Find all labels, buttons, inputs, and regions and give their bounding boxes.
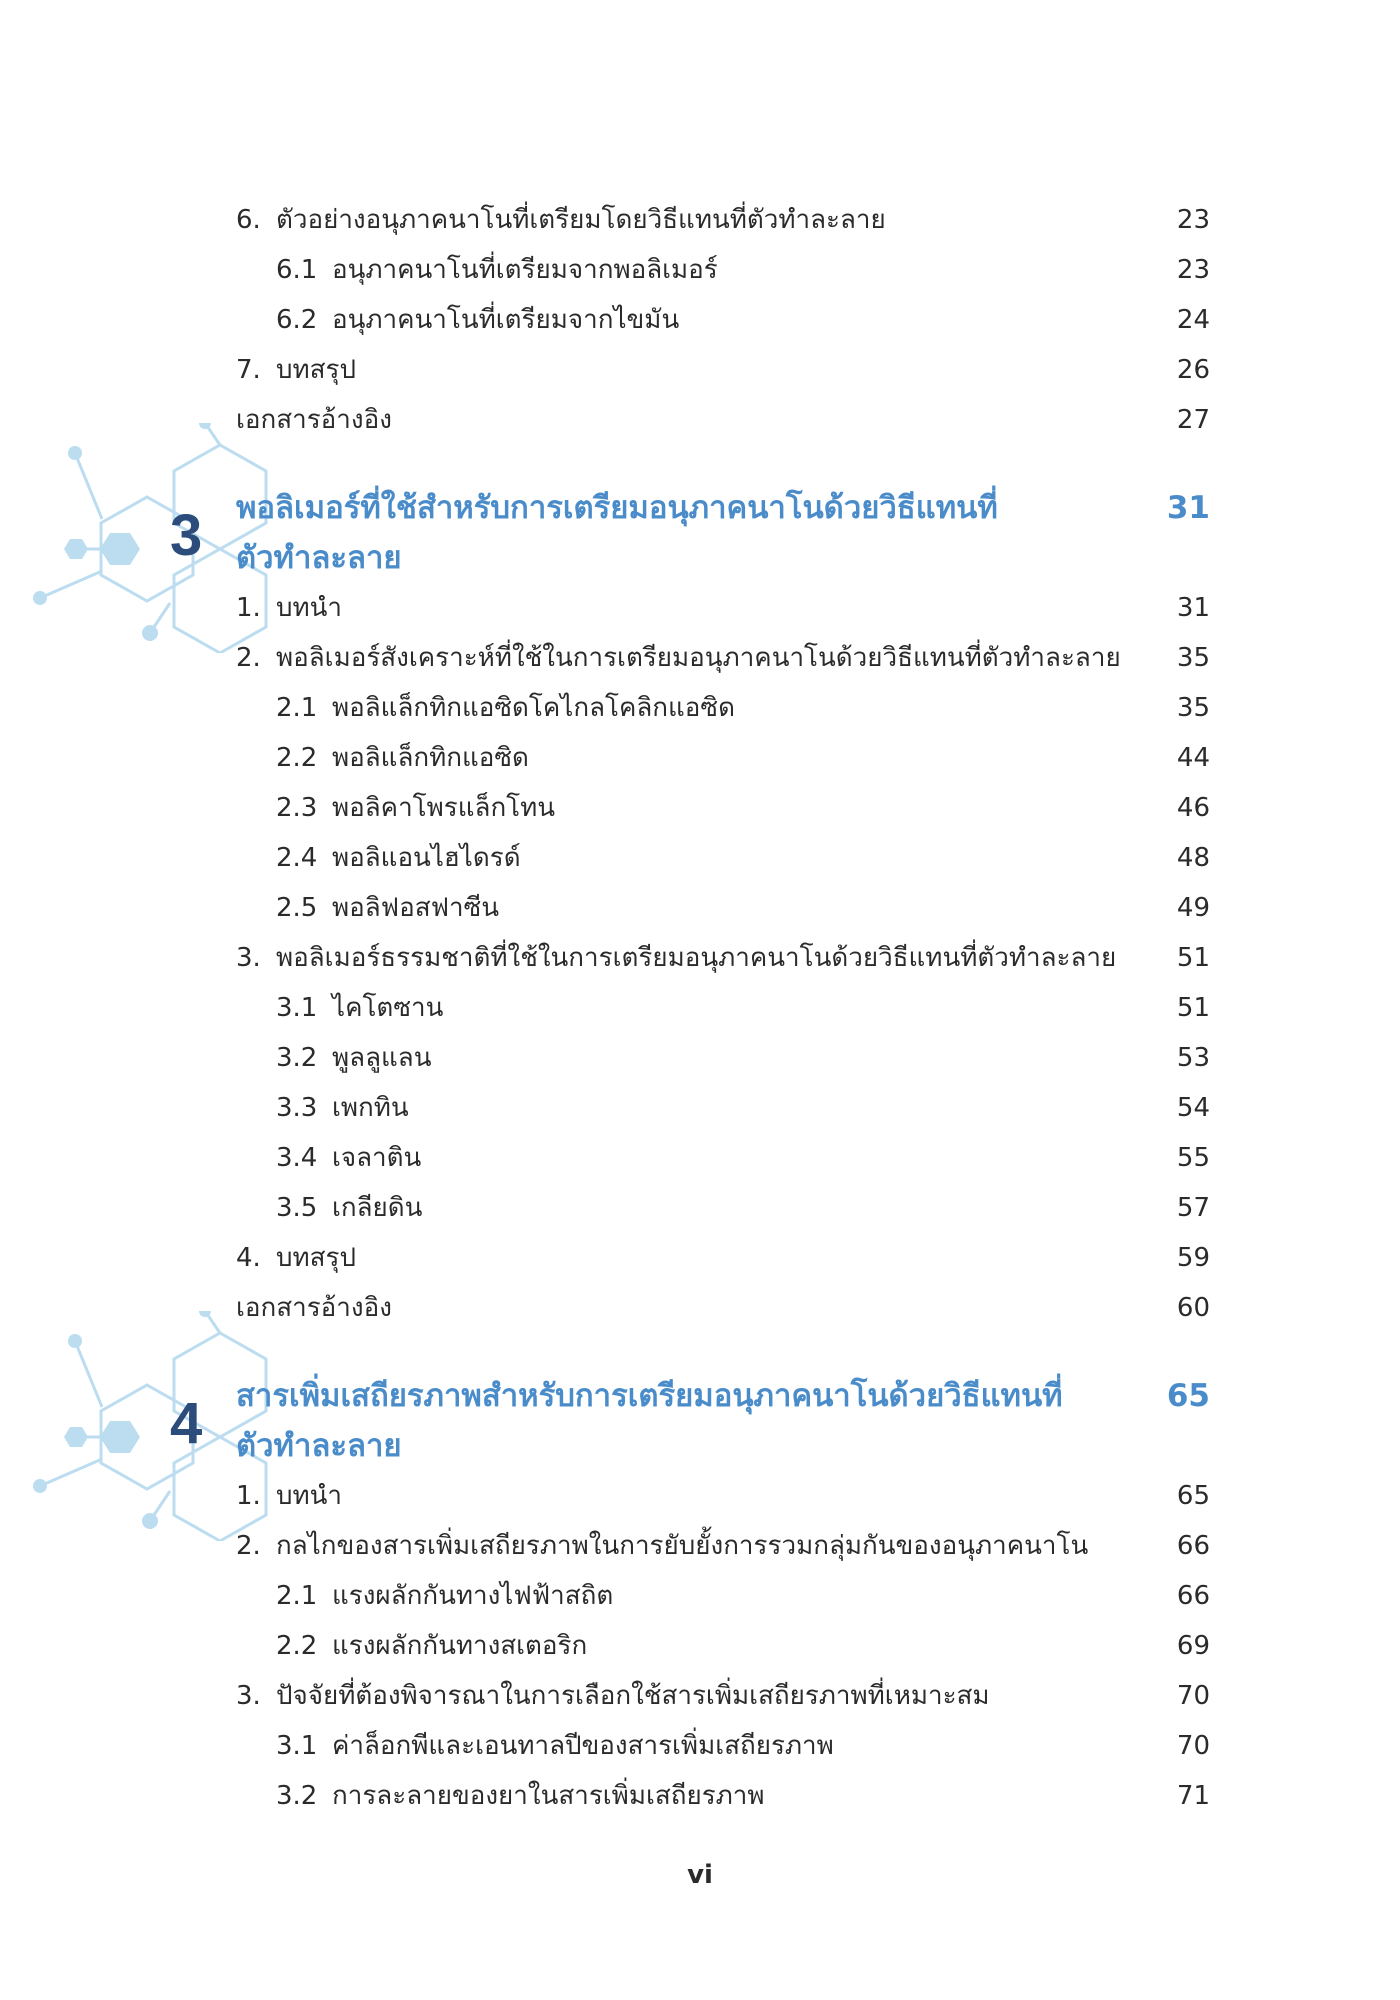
entry-label: บทนำ [276,1481,343,1511]
toc-subentry[interactable] [0,1571,1400,1621]
entry-number: 4. [236,1243,261,1273]
entry-page: 44 [1176,743,1210,773]
entry-page: 31 [1176,593,1210,623]
entry-label: เอกสารอ้างอิง [236,1293,392,1323]
entry-label: พอลิแล็กทิกแอซิด [332,743,529,773]
chapter-title [236,1371,1136,1471]
entry-page: 53 [1176,1043,1210,1073]
toc-subentry[interactable] [0,733,1400,783]
entry-page: 51 [1176,993,1210,1023]
entry-page: 70 [1176,1681,1210,1711]
toc-subentry[interactable] [0,295,1400,345]
entry-page: 35 [1176,643,1210,673]
entry-number: 2.2 [276,743,318,773]
entry-page: 69 [1176,1631,1210,1661]
entry-label: เจลาติน [332,1143,422,1173]
entry-page: 66 [1176,1581,1210,1611]
chapter-title-line: สารเพิ่มเสถียรภาพสำหรับการเตรียมอนุภาคนาโนด้วยวิธีแทนที่ [236,1378,1063,1414]
entry-number: 2.3 [276,793,318,823]
toc-subentry[interactable] [0,783,1400,833]
entry-page: 71 [1176,1781,1210,1811]
entry-page: 60 [1176,1293,1210,1323]
entry-label: แรงผลักกันทางไฟฟ้าสถิต [332,1581,614,1611]
entry-label: พอลิเมอร์สังเคราะห์ที่ใช้ในการเตรียมอนุภาคนาโนด้วยวิธีแทนที่ตัวทำละลาย [276,643,1121,673]
entry-page: 35 [1176,693,1210,723]
chapter-page: 65 [1166,1378,1210,1414]
entry-number: 3.4 [276,1143,318,1173]
entry-page: 24 [1176,305,1210,335]
entry-label: บทสรุป [276,355,356,385]
entry-number: 2.1 [276,1581,318,1611]
entry-page: 51 [1176,943,1210,973]
entry-page: 70 [1176,1731,1210,1761]
entry-number: 2.5 [276,893,318,923]
entry-number: 2.4 [276,843,318,873]
entry-page: 59 [1176,1243,1210,1273]
toc-subentry[interactable] [0,1133,1400,1183]
toc-subentry[interactable] [0,833,1400,883]
entry-page: 48 [1176,843,1210,873]
toc-entry[interactable] [0,1233,1400,1283]
entry-number: 3. [236,1681,261,1711]
entry-page: 26 [1176,355,1210,385]
chapter-title-line: พอลิเมอร์ที่ใช้สำหรับการเตรียมอนุภาคนาโนด้วยวิธีแทนที่ [236,490,998,526]
entry-number: 2. [236,643,261,673]
entry-page: 57 [1176,1193,1210,1223]
entry-number: 1. [236,1481,261,1511]
chapter-title-line: ตัวทำละลาย [236,1428,402,1464]
entry-label: พูลลูแลน [332,1043,432,1073]
entry-page: 54 [1176,1093,1210,1123]
entry-number: 3.2 [276,1043,318,1073]
entry-label: พอลิแล็กทิกแอซิดโคไกลโคลิกแอซิด [332,693,735,723]
chapter-title-line: ตัวทำละลาย [236,540,402,576]
entry-number: 2.2 [276,1631,318,1661]
chapter-number: 3 [170,503,203,568]
chapter-title [236,483,1136,583]
entry-number: 3.1 [276,1731,318,1761]
toc-entry[interactable] [0,1671,1400,1721]
entry-label: เกลียดิน [332,1193,423,1223]
entry-number: 2.1 [276,693,318,723]
entry-number: 3.3 [276,1093,318,1123]
toc-subentry[interactable] [0,245,1400,295]
entry-label: บทนำ [276,593,343,623]
entry-page: 66 [1176,1531,1210,1561]
entry-page: 46 [1176,793,1210,823]
chapter-heading[interactable] [0,1371,1400,1476]
toc-subentry[interactable] [0,1771,1400,1821]
entry-page: 65 [1176,1481,1210,1511]
entry-label: ค่าล็อกพีและเอนทาลปีของสารเพิ่มเสถียรภาพ [332,1731,834,1761]
chapter-number: 4 [170,1391,203,1456]
entry-number: 1. [236,593,261,623]
entry-label: การละลายของยาในสารเพิ่มเสถียรภาพ [332,1781,765,1811]
toc-subentry[interactable] [0,883,1400,933]
entry-number: 6. [236,205,261,235]
entry-label: อนุภาคนาโนที่เตรียมจากไขมัน [332,305,680,335]
entry-page: 23 [1176,255,1210,285]
chapter-page: 31 [1166,490,1210,526]
entry-label: เพกทิน [332,1093,409,1123]
entry-page: 49 [1176,893,1210,923]
toc-entry[interactable] [0,933,1400,983]
entry-number: 7. [236,355,261,385]
entry-label: กลไกของสารเพิ่มเสถียรภาพในการยับยั้งการรวมกลุ่มกันของอนุภาคนาโน [276,1531,1089,1561]
toc-subentry[interactable] [0,1083,1400,1133]
entry-number: 3.5 [276,1193,318,1223]
toc-entry[interactable] [0,1471,1400,1521]
entry-page: 55 [1176,1143,1210,1173]
entry-number: 6.1 [276,255,318,285]
entry-number: 3. [236,943,261,973]
entry-label: ตัวอย่างอนุภาคนาโนที่เตรียมโดยวิธีแทนที่ตัวทำละลาย [276,205,886,235]
entry-page: 23 [1176,205,1210,235]
entry-label: เอกสารอ้างอิง [236,405,392,435]
toc-entry[interactable] [0,195,1400,245]
toc-subentry[interactable] [0,1621,1400,1671]
entry-label: พอลิฟอสฟาซีน [332,893,500,923]
toc-subentry[interactable] [0,1721,1400,1771]
entry-label: พอลิเมอร์ธรรมชาติที่ใช้ในการเตรียมอนุภาคนาโนด้วยวิธีแทนที่ตัวทำละลาย [276,943,1117,973]
entry-page: 27 [1176,405,1210,435]
entry-label: พอลิแอนไฮไดรด์ [332,843,521,873]
entry-number: 6.2 [276,305,318,335]
toc-subentry[interactable] [0,1183,1400,1233]
entry-label: ปัจจัยที่ต้องพิจารณาในการเลือกใช้สารเพิ่มเสถียรภาพที่เหมาะสม [276,1681,990,1711]
toc-subentry[interactable] [0,683,1400,733]
toc-entry[interactable] [0,1521,1400,1571]
entry-number: 3.2 [276,1781,318,1811]
entry-label: แรงผลักกันทางสเตอริก [332,1631,588,1661]
toc-subentry[interactable] [0,983,1400,1033]
toc-entry[interactable] [0,583,1400,633]
page-number: vi [687,1860,713,1890]
toc-subentry[interactable] [0,1033,1400,1083]
entry-label: พอลิคาโพรแล็กโทน [332,793,556,823]
entry-number: 2. [236,1531,261,1561]
toc-entry[interactable] [0,345,1400,395]
entry-label: บทสรุป [276,1243,356,1273]
toc-entry[interactable] [0,633,1400,683]
entry-label: อนุภาคนาโนที่เตรียมจากพอลิเมอร์ [332,255,718,285]
chapter-heading[interactable] [0,483,1400,588]
entry-number: 3.1 [276,993,318,1023]
entry-label: ไคโตซาน [332,993,444,1023]
